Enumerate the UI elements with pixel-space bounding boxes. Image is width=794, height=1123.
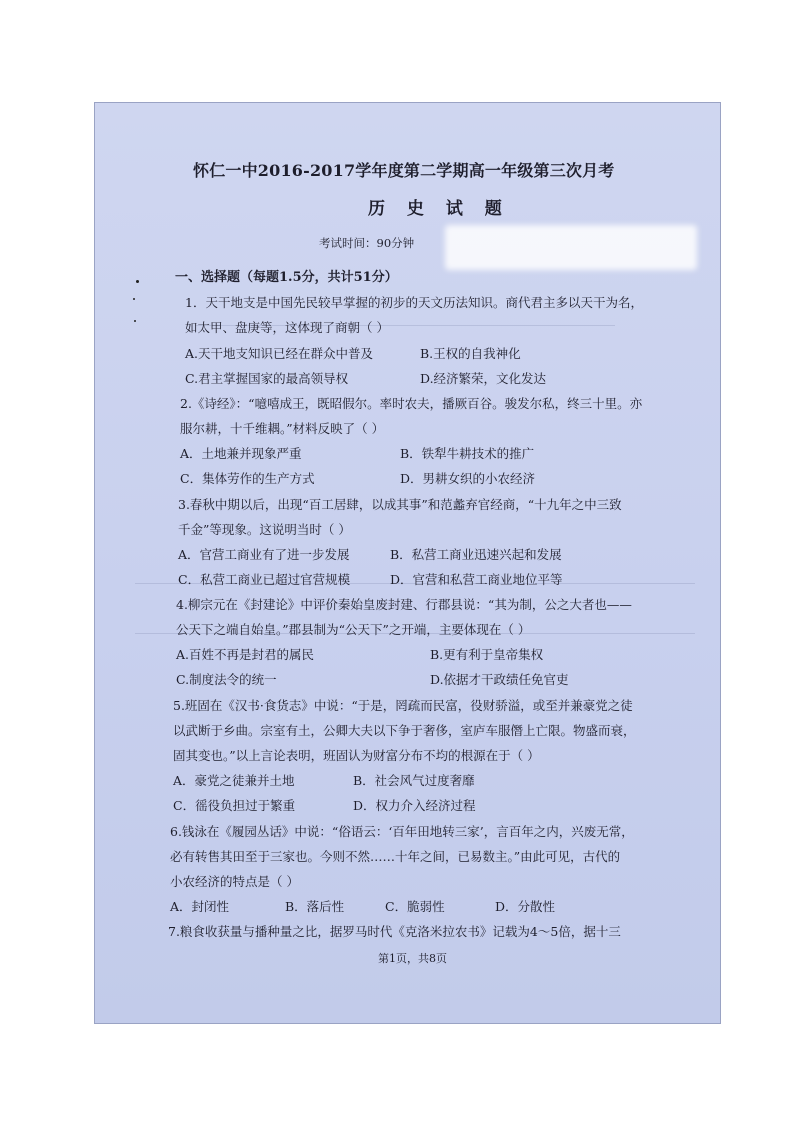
question-3-option-b: B．私营工商业迅速兴起和发展 — [390, 547, 562, 562]
question-6-line-1: 6.钱泳在《履园丛话》中说：“俗语云：‘百年田地转三家’，言百年之内，兴废无常， — [170, 824, 634, 839]
question-5-line-2: 以武断于乡曲。宗室有土，公卿大夫以下争于奢侈，室庐车服僭上亡限。物盛而衰， — [173, 723, 636, 738]
margin-dot — [134, 320, 136, 322]
redacted-area — [445, 225, 697, 270]
question-2-line-1: 2.《诗经》：“噫嘻成王，既昭假尔。率时农夫，播厥百谷。骏发尔私，终三十里。亦 — [180, 396, 643, 411]
exam-title: 怀仁一中2016-2017学年度第二学期高一年级第三次月考 — [193, 161, 615, 180]
question-1-line-2: 如太甲、盘庚等，这体现了商朝（ ） — [185, 320, 389, 335]
page-number: 第1页，共8页 — [378, 952, 447, 965]
question-4-line-1: 4.柳宗元在《封建论》中评价秦始皇废封建、行郡县说：“其为制，公之大者也—— — [176, 597, 632, 612]
question-5-option-d: D．权力介入经济过程 — [353, 798, 476, 813]
question-3-line-1: 3.春秋中期以后，出现“百工居肆，以成其事”和范蠡弃官经商，“十九年之中三致 — [178, 497, 622, 512]
subject-title: 历 史 试 题 — [368, 199, 510, 219]
question-7-line-1: 7.粮食收获量与播种量之比，据罗马时代《克洛米拉农书》记载为4～5倍，据十三 — [168, 924, 621, 939]
question-2-option-c: C．集体劳作的生产方式 — [180, 471, 315, 486]
question-5-line-1: 5.班固在《汉书·食货志》中说：“于是，罔疏而民富，役财骄溢，或至并兼豪党之徒 — [173, 698, 633, 713]
question-3-line-2: 千金”等现象。这说明当时（ ） — [178, 522, 351, 537]
question-3-option-d: D．官营和私营工商业地位平等 — [390, 572, 563, 587]
section-heading: 一、选择题（每题1.5分，共计51分） — [175, 270, 398, 285]
question-4-line-2: 公天下之端自始皇。”郡县制为“公天下”之开端，主要体现在（ ） — [176, 622, 531, 637]
question-1-option-a: A.天干地支知识已经在群众中普及 — [185, 346, 374, 361]
question-3-option-a: A．官营工商业有了进一步发展 — [178, 547, 350, 562]
question-1-option-d: D.经济繁荣，文化发达 — [420, 371, 547, 386]
question-5-line-3: 固其变也。”以上言论表明，班固认为财富分布不均的根源在于（ ） — [173, 748, 540, 763]
question-6-line-2: 必有转售其田至于三家也。今则不然……十年之间，已易数主。”由此可见，古代的 — [170, 849, 621, 864]
question-6-option-c: C．脆弱性 — [385, 899, 445, 914]
question-5-option-a: A．豪党之徒兼并土地 — [173, 773, 295, 788]
question-1-option-c: C.君主掌握国家的最高领导权 — [185, 371, 349, 386]
question-6-option-b: B．落后性 — [285, 899, 345, 914]
question-4-option-c: C.制度法令的统一 — [176, 672, 277, 687]
question-1-line-1: 1．天干地支是中国先民较早掌握的初步的天文历法知识。商代君主多以天干为名， — [185, 295, 643, 310]
margin-dot — [133, 298, 135, 300]
question-1-option-b: B.王权的自我神化 — [420, 346, 521, 361]
question-6-option-a: A．封闭性 — [170, 899, 230, 914]
margin-dot — [136, 280, 139, 283]
question-4-option-d: D.依据才干政绩任免官吏 — [430, 672, 569, 687]
question-2-option-d: D．男耕女织的小农经济 — [400, 471, 536, 486]
question-4-option-a: A.百姓不再是封君的属民 — [176, 647, 315, 662]
question-5-option-c: C．徭役负担过于繁重 — [173, 798, 296, 813]
question-6-option-d: D．分散性 — [495, 899, 556, 914]
question-5-option-b: B．社会风气过度奢靡 — [353, 773, 475, 788]
question-2-option-a: A．土地兼并现象严重 — [180, 446, 302, 461]
question-2-option-b: B．铁犁牛耕技术的推广 — [400, 446, 535, 461]
question-2-line-2: 服尔耕，十千维耦。”材料反映了（ ） — [180, 421, 385, 436]
question-4-option-b: B.更有利于皇帝集权 — [430, 647, 544, 662]
exam-time: 考试时间：90分钟 — [319, 236, 415, 250]
question-3-option-c: C．私营工商业已超过官营规模 — [178, 572, 351, 587]
question-6-line-3: 小农经济的特点是（ ） — [170, 874, 299, 889]
